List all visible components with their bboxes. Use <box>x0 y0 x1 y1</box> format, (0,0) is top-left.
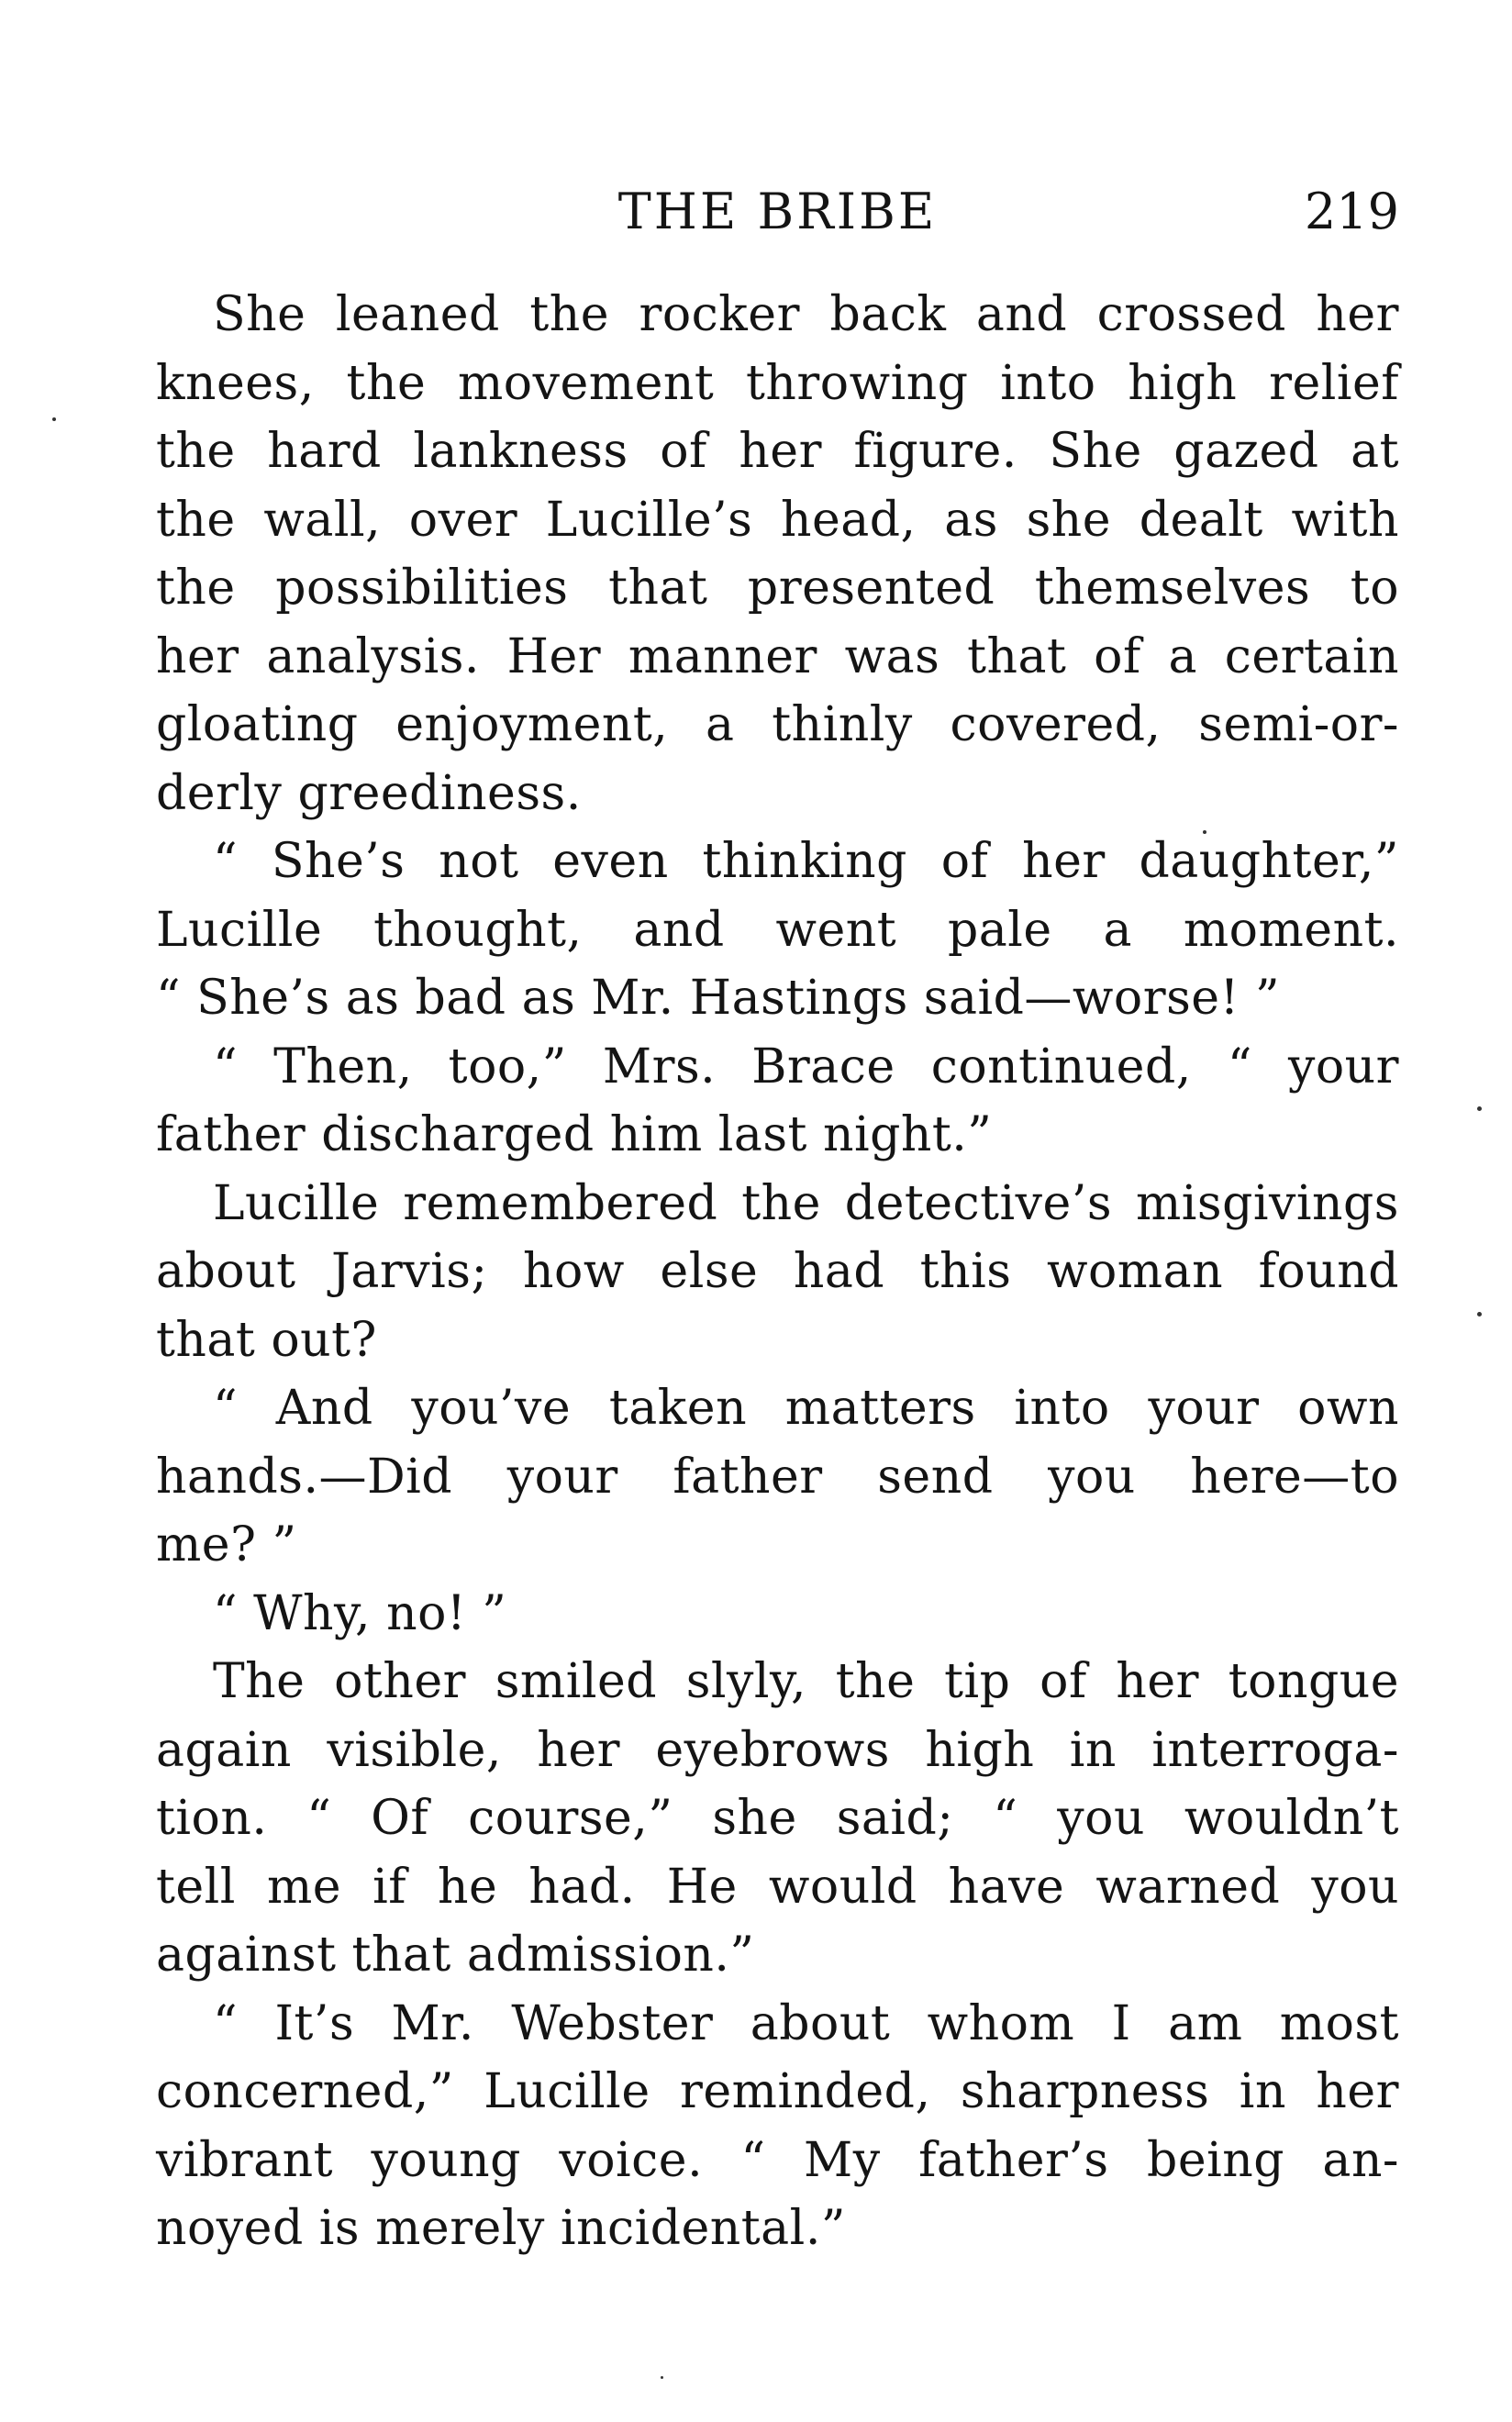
text-line: father discharged him last night.” <box>156 1107 993 1162</box>
text-line: “ And you’ve taken matters into your own <box>213 1381 1399 1436</box>
text-line: Lucille remembered the detective’s misgivings <box>213 1175 1399 1231</box>
text-line: “ Why, no! ” <box>213 1585 507 1641</box>
text-line: that out? <box>156 1312 377 1368</box>
print-speck <box>52 417 56 421</box>
text-line: “ She’s not even thinking of her daughter,” <box>213 834 1399 889</box>
text-line: tell me if he had. He would have warned you <box>156 1859 1399 1915</box>
text-line: “ Then, too,” Mrs. Brace continued, “ your <box>213 1039 1399 1094</box>
text-line: hands.—Did your father send you here—to <box>156 1449 1399 1505</box>
text-line: the wall, over Lucille’s head, as she dealt with <box>156 492 1399 548</box>
body-text <box>156 281 1399 2263</box>
text-line: vibrant young voice. “ My father’s being an- <box>156 2132 1399 2188</box>
page-header <box>156 180 1399 244</box>
text-line: me? ” <box>156 1517 297 1572</box>
print-speck <box>1477 1312 1482 1317</box>
text-line: against that admission.” <box>156 1928 755 1983</box>
running-head: THE BRIBE <box>617 183 938 240</box>
text-line: the possibilities that presented themselves to <box>156 561 1399 616</box>
print-speck <box>1203 830 1206 834</box>
text-line: the hard lankness of her figure. She gazed at <box>156 424 1399 479</box>
text-line: noyed is merely incidental.” <box>156 2201 846 2256</box>
print-speck <box>1477 1106 1482 1111</box>
text-line: “ It’s Mr. Webster about whom I am most <box>213 1995 1399 2051</box>
text-line: Lucille thought, and went pale a moment. <box>156 902 1399 958</box>
print-speck <box>661 2376 663 2379</box>
text-line: concerned,” Lucille reminded, sharpness in her <box>156 2064 1399 2119</box>
page-number: 219 <box>1304 183 1399 240</box>
text-line: tion. “ Of course,” she said; “ you wouldn’t <box>156 1791 1399 1846</box>
text-line: She leaned the rocker back and crossed her <box>213 287 1399 342</box>
text-line: “ She’s as bad as Mr. Hastings said—worse! ” <box>156 971 1281 1026</box>
text-line: derly greediness. <box>156 765 582 821</box>
text-line: The other smiled slyly, the tip of her tongue <box>213 1654 1399 1709</box>
text-line: her analysis. Her manner was that of a certain <box>156 628 1399 684</box>
text-line: again visible, her eyebrows high in interroga- <box>156 1722 1399 1778</box>
text-line: knees, the movement throwing into high relief <box>156 355 1399 411</box>
text-line: gloating enjoyment, a thinly covered, semi-or- <box>156 697 1399 752</box>
text-line: about Jarvis; how else had this woman found <box>156 1244 1399 1299</box>
